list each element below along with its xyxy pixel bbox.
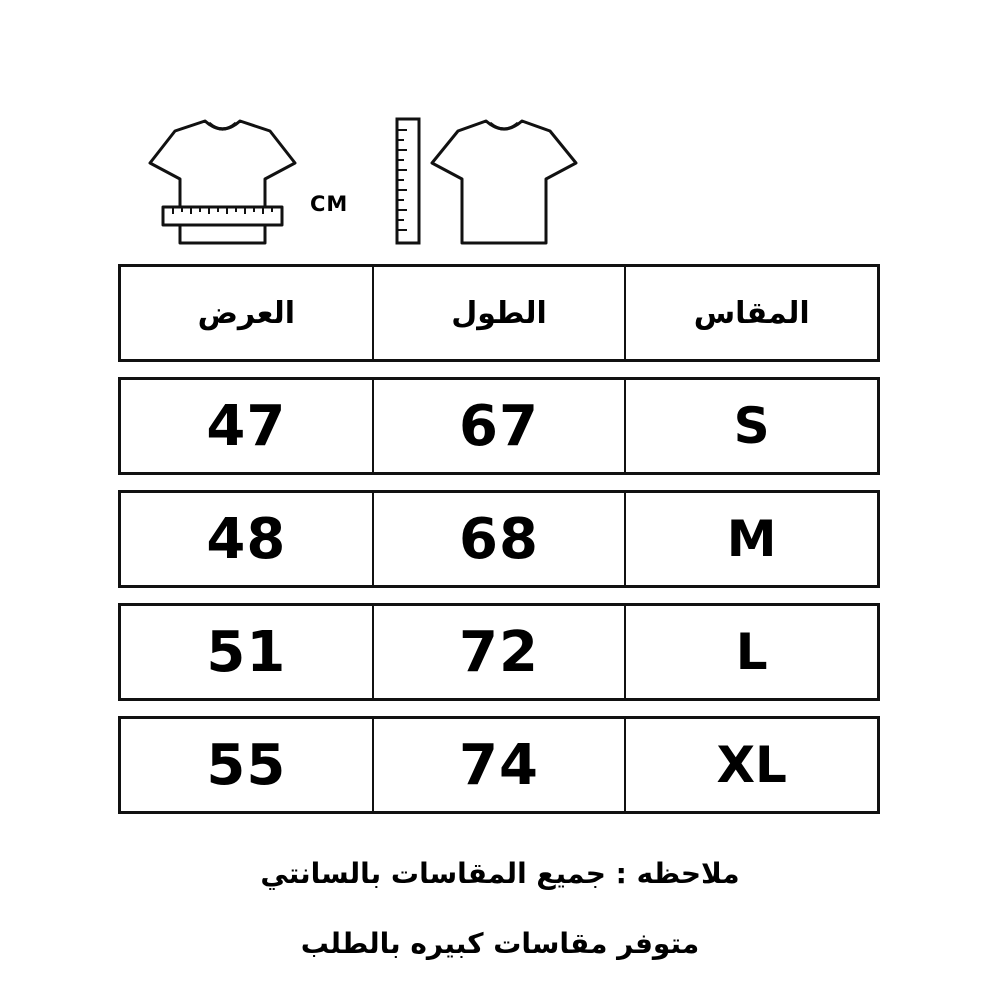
note-line-2: متوفر مقاسات كبيره بالطلب bbox=[300, 927, 700, 960]
cell-size bbox=[624, 719, 877, 811]
size-value: S bbox=[733, 397, 770, 455]
header-width: العرض bbox=[197, 295, 296, 331]
cell-length bbox=[372, 493, 625, 585]
table-row bbox=[118, 603, 880, 701]
cell-width bbox=[121, 493, 372, 585]
table-row bbox=[118, 716, 880, 814]
header-length: الطول bbox=[451, 295, 547, 331]
cell-width bbox=[121, 606, 372, 698]
header-cell-length bbox=[372, 267, 625, 359]
length-value: 67 bbox=[459, 393, 539, 459]
cell-length bbox=[372, 380, 625, 472]
table-header-row bbox=[118, 264, 880, 362]
size-value: L bbox=[735, 623, 768, 681]
cell-size bbox=[624, 380, 877, 472]
width-value: 47 bbox=[206, 393, 287, 459]
header-cell-width bbox=[121, 267, 372, 359]
cell-size bbox=[624, 493, 877, 585]
header-size: المقاس bbox=[693, 295, 810, 331]
size-value: M bbox=[726, 510, 777, 568]
note-line-1: ملاحظه : جميع المقاسات بالسانتي bbox=[260, 857, 740, 890]
width-value: 48 bbox=[206, 506, 287, 572]
length-value: 72 bbox=[459, 619, 539, 685]
cell-length bbox=[372, 719, 625, 811]
cell-width bbox=[121, 719, 372, 811]
unit-label: CM bbox=[310, 192, 349, 216]
table-row bbox=[118, 377, 880, 475]
tshirt-width-measure-icon bbox=[145, 115, 300, 250]
tshirt-length-icon bbox=[428, 115, 580, 247]
cell-size bbox=[624, 606, 877, 698]
length-value: 68 bbox=[459, 506, 539, 572]
ruler-icon bbox=[393, 116, 423, 246]
header-cell-size bbox=[624, 267, 877, 359]
width-value: 51 bbox=[206, 619, 287, 685]
table-row bbox=[118, 490, 880, 588]
size-value: XL bbox=[716, 736, 787, 794]
cell-length bbox=[372, 606, 625, 698]
length-value: 74 bbox=[459, 732, 539, 798]
cell-width bbox=[121, 380, 372, 472]
width-value: 55 bbox=[206, 732, 287, 798]
